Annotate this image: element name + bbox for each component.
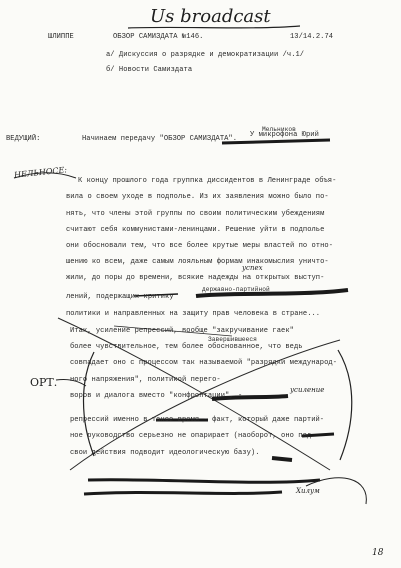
para-2-line-7: ное руководство серьезно не опарирает (наоборот, оно под bbox=[70, 432, 312, 440]
line-14-interline: Завершившееся bbox=[208, 336, 257, 343]
ort-note: ОРТ. bbox=[30, 376, 58, 389]
strike-mark-7 bbox=[272, 458, 292, 460]
margin-note: НЕЛЬНОСЕ: bbox=[13, 165, 68, 180]
para-2-line-3: совпадает оно с процессом так называемой "разрядки международ- bbox=[70, 359, 338, 367]
para-2-line-2: более чувствительное, тем более обоснованное, что ведь bbox=[70, 343, 303, 351]
strike-mark-1 bbox=[222, 140, 330, 143]
strike-mark-8 bbox=[88, 480, 320, 483]
para-1-line-1: К концу прошлого года группка диссидентов в Ленинграде объя- bbox=[78, 177, 337, 185]
toc-item-a: а/ Дискуссия о разрядке и демократизации /ч.1/ bbox=[106, 51, 305, 59]
para-1-line-6: шению ко всем, даже самым лояльным формам инакомыслия уничто- bbox=[66, 258, 329, 266]
line-1-struck: У микрофона Юрий bbox=[250, 131, 319, 139]
para-2-line-4: ного напряжения", политикой перего- bbox=[70, 376, 221, 384]
handwritten-above-line-22: Хилум bbox=[296, 487, 320, 495]
right-bracket-mark bbox=[338, 350, 352, 460]
para-1-line-4: считают себя коммунистами-ленинцами. Решение уйти в подполье bbox=[66, 226, 325, 234]
para-1-line-7: жили, до поры до времени, всякие надежды на открытых выступ- bbox=[66, 274, 325, 282]
header-left: ШЛИППЕ bbox=[48, 33, 74, 41]
speaker-label: ВЕДУЩИЙ: bbox=[6, 135, 41, 143]
handwritten-above-line-11: успех bbox=[242, 264, 263, 272]
toc-item-b: б/ Новости Самиздата bbox=[106, 66, 193, 74]
para-1-line-9: политики и направленных на защиту прав человека в стране... bbox=[66, 310, 321, 318]
para-1-line-5: они обосновали тем, что все более крутые меры властей по отно- bbox=[66, 242, 334, 250]
para-2-line-6: репрессий именно в такое время - факт, который даже партий- bbox=[70, 416, 325, 424]
para-1-line-8: лений, подержащих критику bbox=[66, 293, 174, 301]
para-2-line-8: свои действия подводит идеологическую базу). bbox=[70, 449, 260, 457]
header-date: 13/14.2.74 bbox=[290, 33, 334, 41]
para-1-line-2: вила о своем уходе в подполье. Из их заявления можно было по- bbox=[66, 193, 329, 201]
page-number: 18 bbox=[372, 548, 384, 558]
handwritten-above-line-18: усиление bbox=[290, 386, 325, 394]
para-2-line-1: Итак, усиление репрессий, вообще "закручивание гаек" bbox=[70, 327, 294, 335]
para-2-line-5: воров и диалога вместо "конфронтации", - bbox=[70, 392, 243, 400]
para-1-line-3: нять, что члены этой группы по своим политическим убеждениям bbox=[66, 210, 325, 218]
handwritten-title: Us broadcast bbox=[150, 6, 271, 27]
line-1-above: Мельников bbox=[262, 126, 296, 133]
line-1: Начинаем передачу "ОБЗОР САМИЗДАТА". bbox=[82, 135, 238, 143]
header-title: ОБЗОР САМИЗДАТА №146. bbox=[113, 33, 204, 41]
line-11-interline: державно-партийной bbox=[202, 286, 270, 293]
strike-mark-9 bbox=[84, 492, 282, 494]
